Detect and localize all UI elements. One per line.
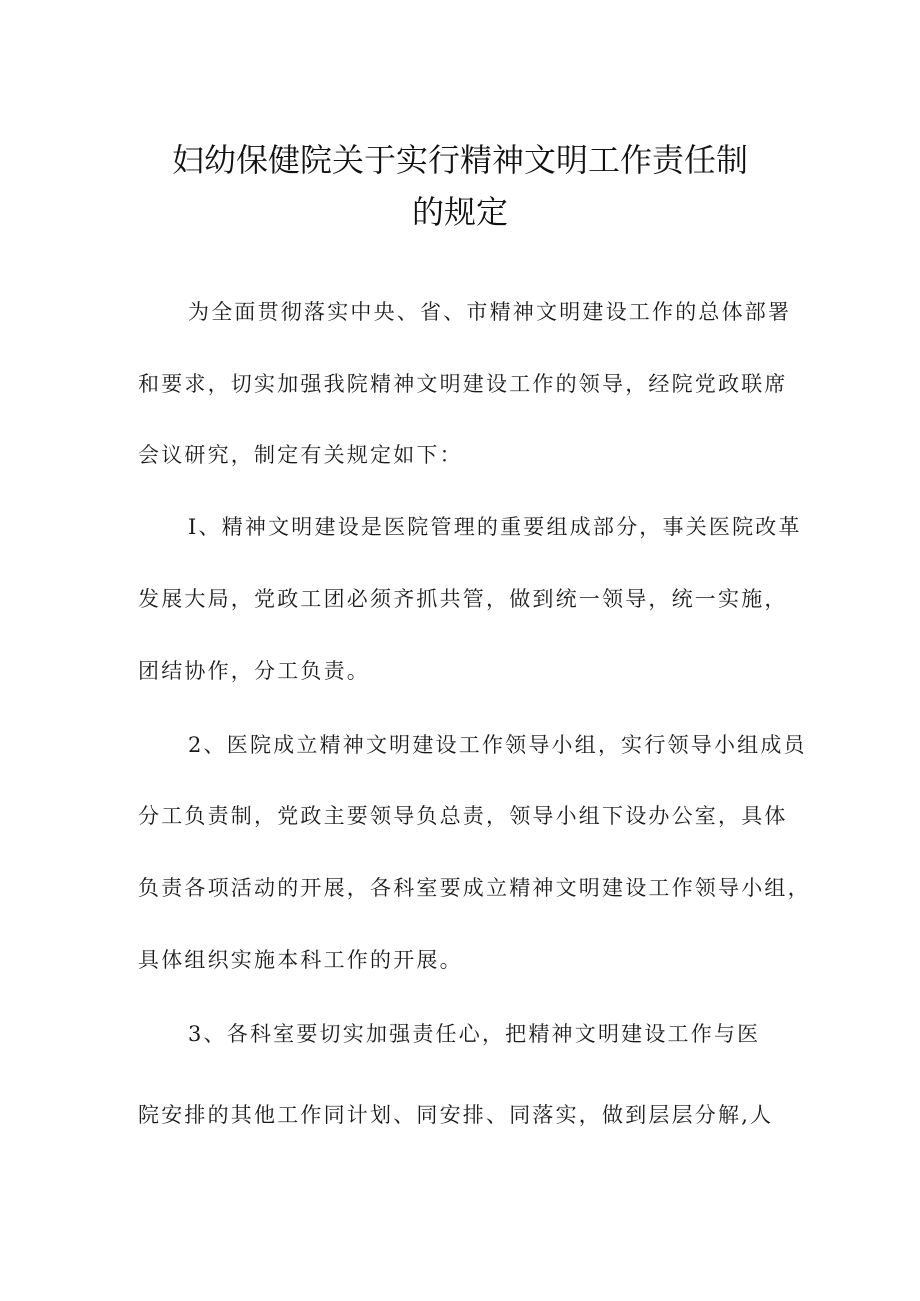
document-title-line-1: 妇幼保健院关于实行精神文明工作责任制 — [171, 141, 748, 179]
body-line-2: 和要求，切实加强我院精神文明建设工作的领导，经院党政联席 — [138, 372, 788, 396]
document-title-line-2: 的规定 — [411, 193, 508, 231]
body-line-5: 发展大局，党政工团必须齐抓共管，做到统一领导，统一实施， — [138, 587, 788, 611]
body-line-12: 院安排的其他工作同计划、同安排、同落实，做到层层分解,人 — [138, 1103, 774, 1127]
body-line-10: 具体组织实施本科工作的开展。 — [138, 948, 463, 972]
body-line-9: 负责各项活动的开展，各科室要成立精神文明建设工作领导小组， — [138, 876, 811, 900]
body-line-11: 3、各科室要切实加强责任心，把精神文明建设工作与医 — [188, 1022, 761, 1046]
body-line-4: I、精神文明建设是医院管理的重要组成部分，事关医院改革 — [188, 515, 802, 539]
body-line-3: 会议研究，制定有关规定如下： — [138, 443, 463, 467]
body-line-8: 分工负责制，党政主要领导负总责，领导小组下设办公室，具体 — [138, 804, 788, 828]
body-line-7: 2、医院成立精神文明建设工作领导小组，实行领导小组成员 — [188, 733, 807, 757]
body-line-6: 团结协作，分工负责。 — [138, 659, 370, 683]
body-line-1: 为全面贯彻落实中央、省、市精神文明建设工作的总体部署 — [188, 300, 792, 324]
